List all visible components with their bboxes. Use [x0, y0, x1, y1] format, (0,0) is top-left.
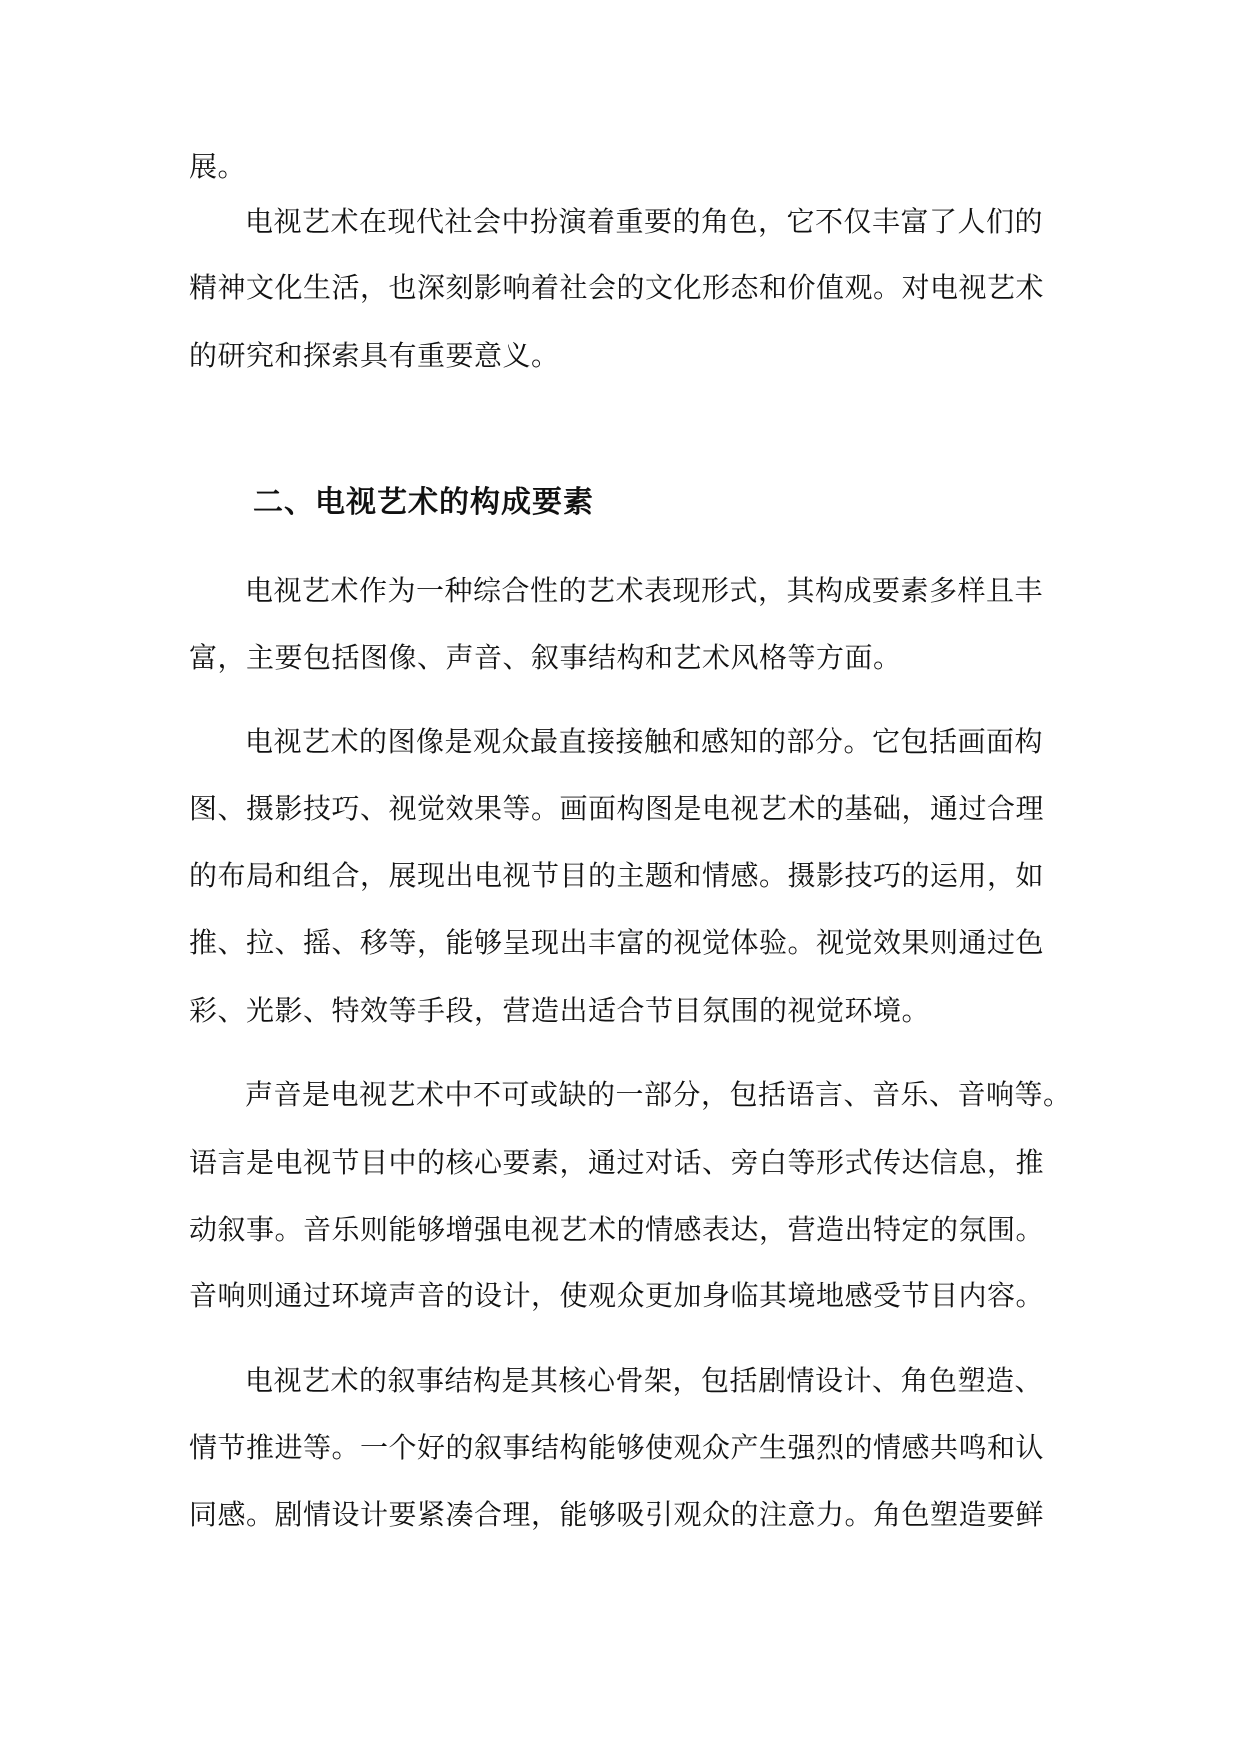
paragraph-first-line: 电视艺术作为一种综合性的艺术表现形式，其构成要素多样且丰	[245, 574, 1044, 607]
text-line: 图、摄影技巧、视觉效果等。画面构图是电视艺术的基础，通过合理	[189, 792, 1045, 825]
text-line: 语言是电视节目中的核心要素，通过对话、旁白等形式传达信息，推	[189, 1146, 1045, 1179]
text-line: 展。	[189, 150, 247, 183]
text-line: 的研究和探索具有重要意义。	[189, 339, 560, 372]
text-line: 音响则通过环境声音的设计，使观众更加身临其境地感受节目内容。	[189, 1279, 1045, 1312]
text-line: 情节推进等。一个好的叙事结构能够使观众产生强烈的情感共鸣和认	[189, 1431, 1045, 1464]
text-line: 动叙事。音乐则能够增强电视艺术的情感表达，营造出特定的氛围。	[189, 1213, 1045, 1246]
text-line: 推、拉、摇、移等，能够呈现出丰富的视觉体验。视觉效果则通过色	[189, 926, 1045, 959]
paragraph-first-line: 电视艺术在现代社会中扮演着重要的角色，它不仅丰富了人们的	[245, 205, 1044, 238]
text-line: 富，主要包括图像、声音、叙事结构和艺术风格等方面。	[189, 641, 902, 674]
paragraph-first-line: 电视艺术的图像是观众最直接接触和感知的部分。它包括画面构	[245, 725, 1044, 758]
paragraph-first-line: 电视艺术的叙事结构是其核心骨架，包括剧情设计、角色塑造、	[245, 1364, 1044, 1397]
text-line: 彩、光影、特效等手段，营造出适合节目氛围的视觉环境。	[189, 994, 931, 1027]
text-line: 的布局和组合，展现出电视节目的主题和情感。摄影技巧的运用，如	[189, 859, 1045, 892]
text-line: 精神文化生活，也深刻影响着社会的文化形态和价值观。对电视艺术	[189, 271, 1045, 304]
paragraph-first-line: 声音是电视艺术中不可或缺的一部分，包括语言、音乐、音响等。	[245, 1078, 1072, 1111]
text-line: 同感。剧情设计要紧凑合理，能够吸引观众的注意力。角色塑造要鲜	[189, 1498, 1045, 1531]
section-heading: 二、电视艺术的构成要素	[253, 485, 594, 520]
